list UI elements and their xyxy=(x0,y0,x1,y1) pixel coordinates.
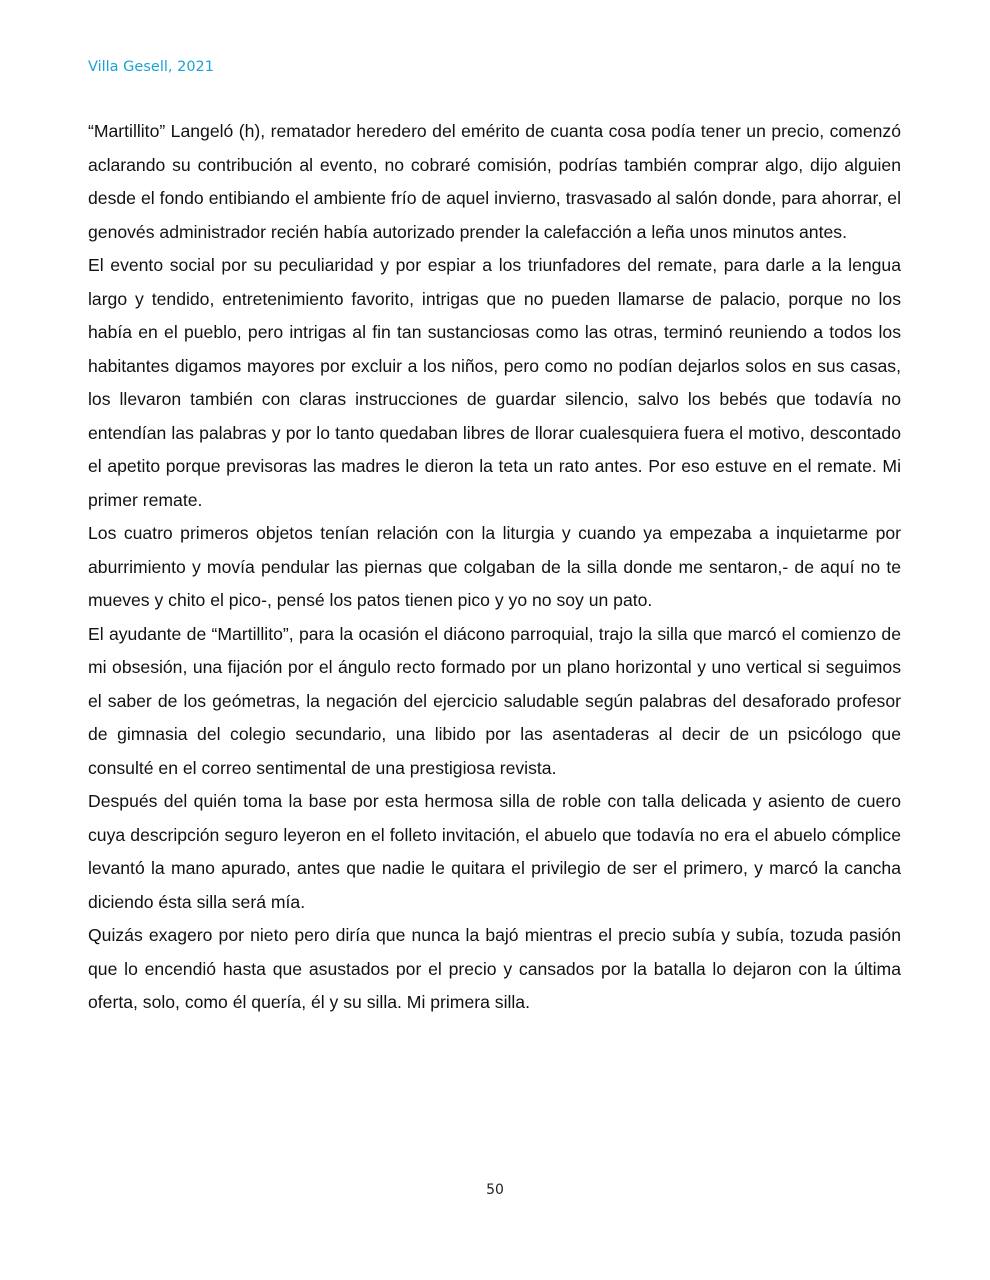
paragraph: El evento social por su peculiaridad y por espiar a los triunfadores del remate, para darle a la lengua largo y tendido, entretenimiento favorito, intrigas que no pueden llamarse de palacio, porque no los había en el pueblo, pero intrigas al fin tan sustanciosas como las otras, terminó reuniendo a todos los habitantes digamos mayores por excluir a los niños, pero como no podían dejarlos solos en sus casas, los llevaron también con claras instrucciones de guardar silencio, salvo los bebés que todavía no entendían las palabras y por lo tanto quedaban libres de llorar cualesquiera fuera el motivo, descontado el apetito porque previsoras las madres le dieron la teta un rato antes. Por eso estuve en el remate. Mi primer remate. xyxy=(88,255,901,510)
paragraph: Después del quién toma la base por esta hermosa silla de roble con talla delicada y asiento de cuero cuya descripción seguro leyeron en el folleto invitación, el abuelo que todavía no era el abuelo cómplice levantó la mano apurado, antes que nadie le quitara el privilegio de ser el primero, y marcó la cancha diciendo ésta silla será mía. xyxy=(88,791,901,912)
running-header: Villa Gesell, 2021 xyxy=(88,59,214,75)
paragraph: “Martillito” Langeló (h), rematador heredero del emérito de cuanta cosa podía tener un precio, comenzó aclarando su contribución al evento, no cobraré comisión, podrías también comprar algo, dijo alguien desde el fondo entibiando el ambiente frío de aquel invierno, trasvasado al salón donde, para ahorrar, el genovés administrador recién había autorizado prender la calefacción a leña unos minutos antes. xyxy=(88,121,901,242)
body-text xyxy=(88,115,901,1020)
paragraph: Los cuatro primeros objetos tenían relación con la liturgia y cuando ya empezaba a inquietarme por aburrimiento y movía pendular las piernas que colgaban de la silla donde me sentaron,- de aquí no te mueves y chito el pico-, pensé los patos tienen pico y yo no soy un pato. xyxy=(88,523,901,610)
paragraph: Quizás exagero por nieto pero diría que nunca la bajó mientras el precio subía y subía, tozuda pasión que lo encendió hasta que asustados por el precio y cansados por la batalla lo dejaron con la última oferta, solo, como él quería, él y su silla. Mi primera silla. xyxy=(88,925,901,1012)
page-number: 50 xyxy=(486,1182,504,1198)
paragraph: El ayudante de “Martillito”, para la ocasión el diácono parroquial, trajo la silla que marcó el comienzo de mi obsesión, una fijación por el ángulo recto formado por un plano horizontal y uno vertical si seguimos el saber de los geómetras, la negación del ejercicio saludable según palabras del desaforado profesor de gimnasia del colegio secundario, una libido por las asentaderas al decir de un psicólogo que consulté en el correo sentimental de una prestigiosa revista. xyxy=(88,623,901,778)
